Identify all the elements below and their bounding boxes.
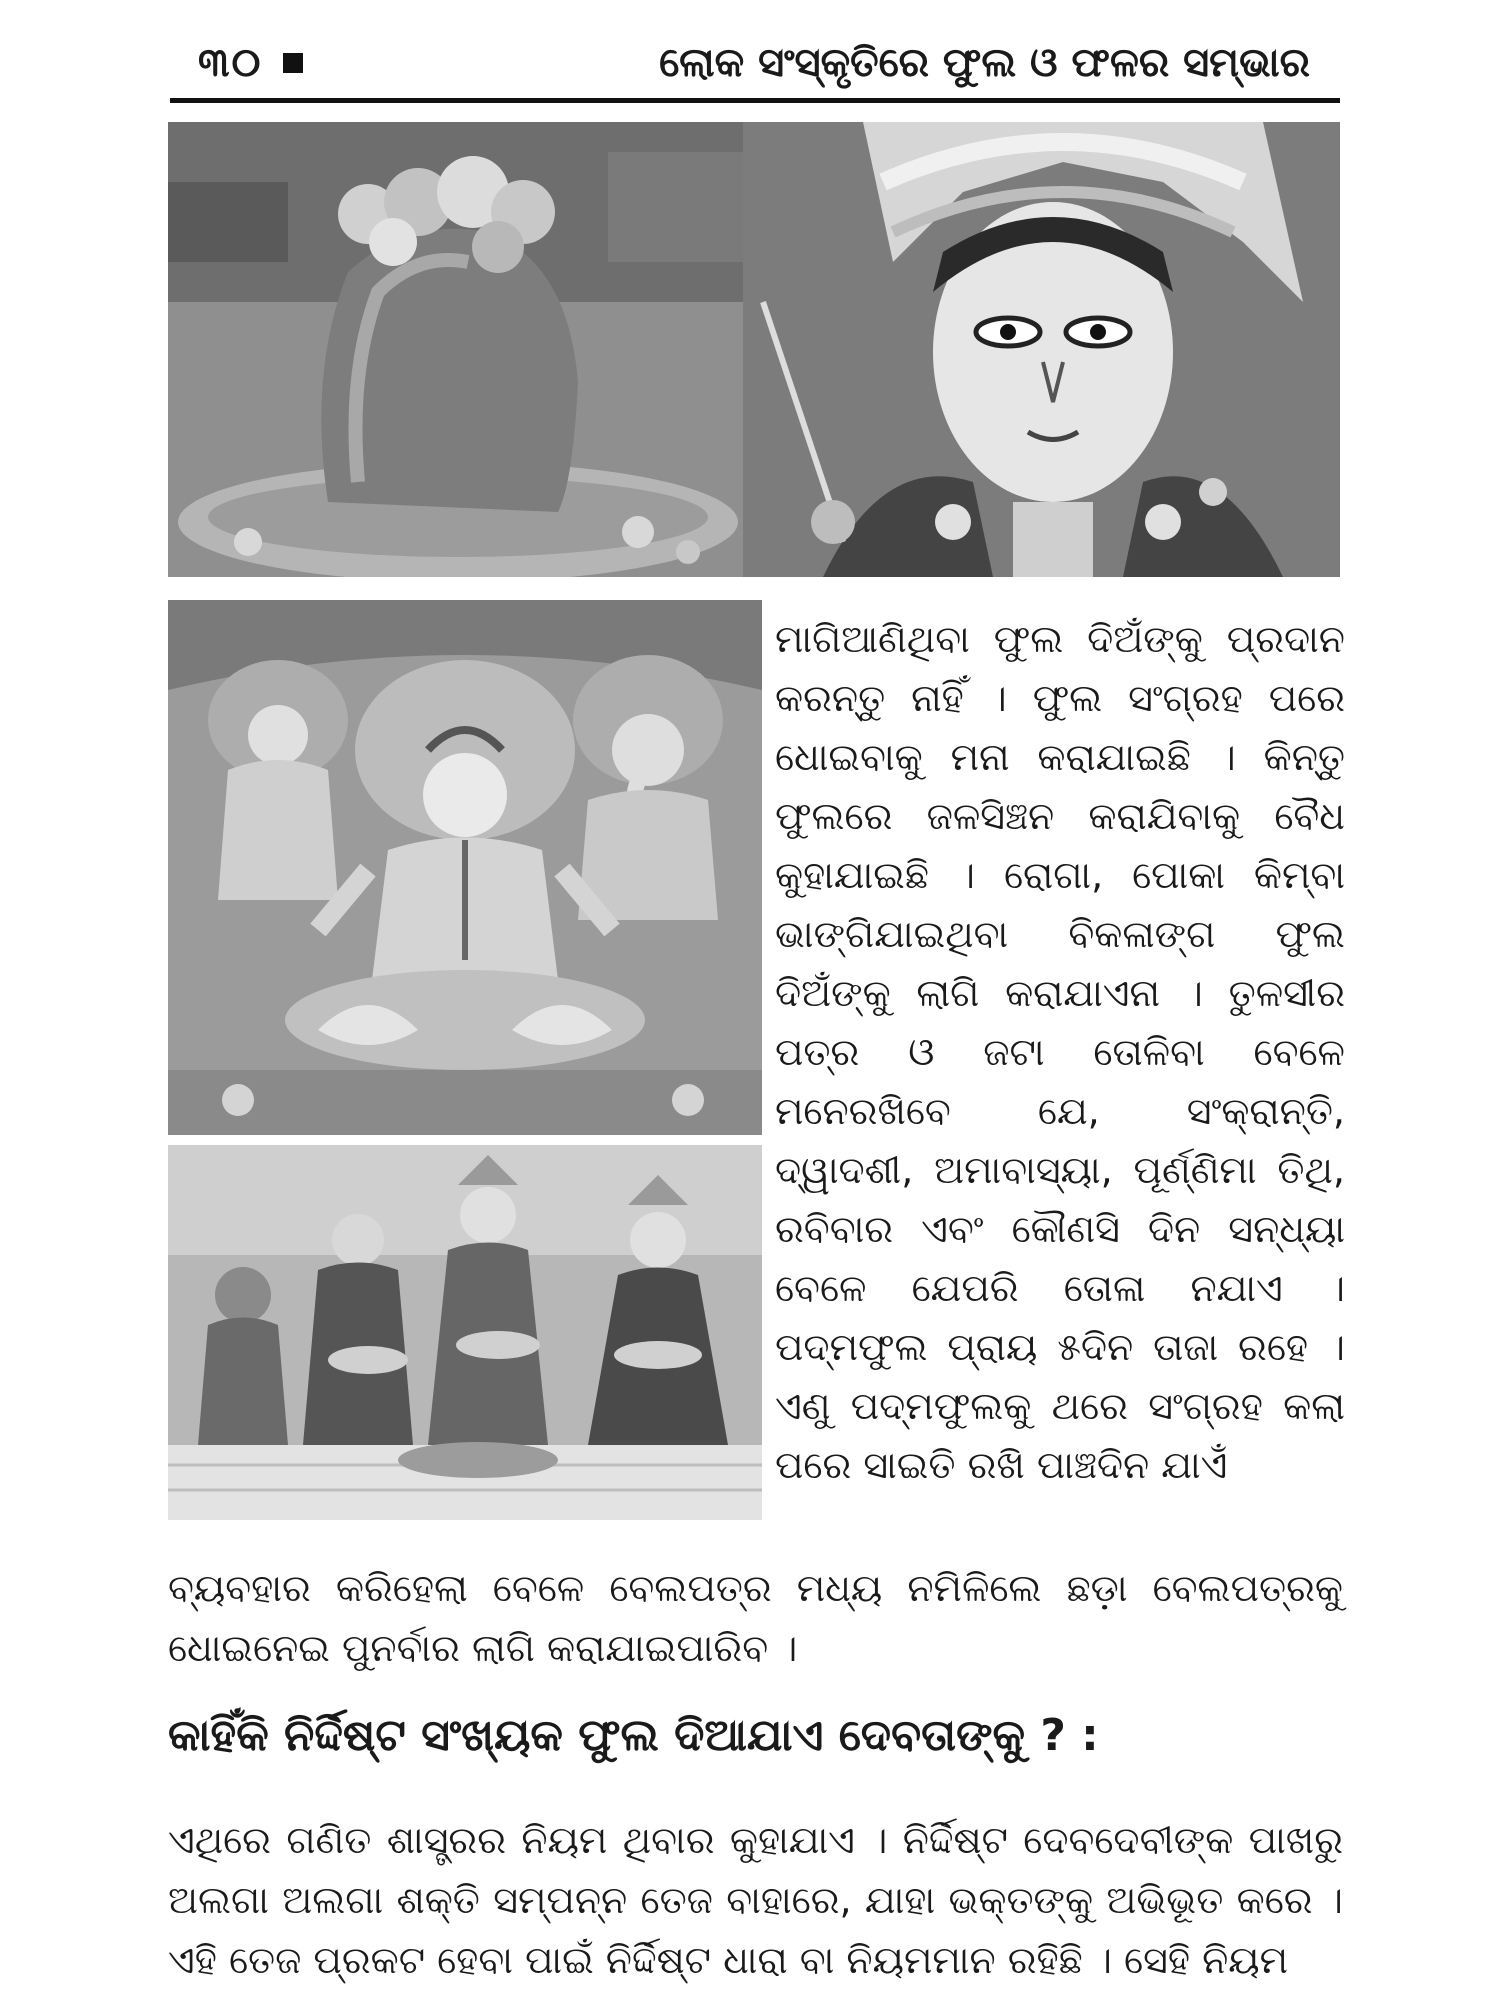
- continued-paragraph: ବ୍ୟବହାର କରିହେଲା ବେଳେ ବେଲପତ୍ର ମଧ୍ୟ ନମିଳିଲେ ଛଡ଼ା ବେଲପତ୍ରକୁ ଧୋଇନେଇ ପୁନର୍ବାର ଲାଗି କରାଯାଇପାରିବ ।: [168, 1566, 1343, 1670]
- header-rule: [170, 98, 1340, 103]
- shivalinga-photo: [168, 122, 743, 577]
- running-title: ଲୋକ ସଂସ୍କୃତିରେ ଫୁଲ ଓ ଫଳର ସମ୍ଭାର: [659, 40, 1310, 86]
- section-heading: କାହିଁକି ନିର୍ଦ୍ଦିଷ୍ଟ ସଂଖ୍ୟକ ଫୁଲ ଦିଆଯାଏ ଦେବତାଙ୍କୁ ? :: [168, 1710, 1099, 1761]
- page-number: ୩୦: [198, 40, 263, 86]
- durga-idol-photo: [743, 122, 1340, 577]
- deity-idols-photo: [168, 1145, 762, 1520]
- lakshmi-saraswati-ganesha-photo: [168, 600, 762, 1135]
- section-paragraph: ଏଥିରେ ଗଣିତ ଶାସ୍ତ୍ରର ନିୟମ ଥିବାର କୁହାଯାଏ । ନିର୍ଦ୍ଦିଷ୍ଟ ଦେବଦେବୀଙ୍କ ପାଖରୁ ଅଲଗା ଅଲଗା ଶକ୍ତି ସମ୍ପନ୍ନ ତେଜ ବାହାରେ, ଯାହା ଭକ୍ତଙ୍କୁ ଅଭିଭୂତ କରେ । ଏହି ତେଜ ପ୍ରକଟ ହେବା ପାଇଁ ନିର୍ଦ୍ଦିଷ୍ଟ ଧାରା ବା ନିୟମମାନ ରହିଛି । ସେହି ନିୟମ: [168, 1818, 1343, 1982]
- header-square-marker: [283, 53, 303, 73]
- side-column-paragraph: ମାଗିଆଣିଥିବା ଫୁଲ ଦିଅଁଙ୍କୁ ପ୍ରଦାନ କରନ୍ତୁ ନାହିଁ । ଫୁଲ ସଂଗ୍ରହ ପରେ ଧୋଇବାକୁ ମନା କରାଯାଇଛି । କିନ୍ତୁ ଫୁଲରେ ଜଳସିଞ୍ଚନ କରାଯିବାକୁ ବୈଧ କୁହାଯାଇଛି । ରୋଗା, ପୋକା କିମ୍ବା ଭାଙ୍ଗିଯାଇଥିବା ବିକଳାଙ୍ଗ ଫୁଲ ଦିଅଁଙ୍କୁ ଲାଗି କରାଯାଏନା । ତୁଳସୀର ପତ୍ର ଓ ଜଟା ତୋଳିବା ବେଳେ ମନେରଖିବେ ଯେ, ସଂକ୍ରାନ୍ତି, ଦ୍ୱାଦଶୀ, ଅମାବାସ୍ୟା, ପୂର୍ଣ୍ଣିମା ତିଥି, ରବିବାର ଏବଂ କୌଣସି ଦିନ ସନ୍ଧ୍ୟା ବେଳେ ଯେପରି ତୋଳା ନଯାଏ । ପଦ୍ମଫୁଲ ପ୍ରାୟ ୫ଦିନ ତାଜା ରହେ । ଏଣୁ ପଦ୍ମଫୁଲକୁ ଥରେ ସଂଗ୍ରହ କଲା ପରେ ସାଇତି ରଖି ପାଞ୍ଚଦିନ ଯାଏଁ: [775, 617, 1345, 1487]
